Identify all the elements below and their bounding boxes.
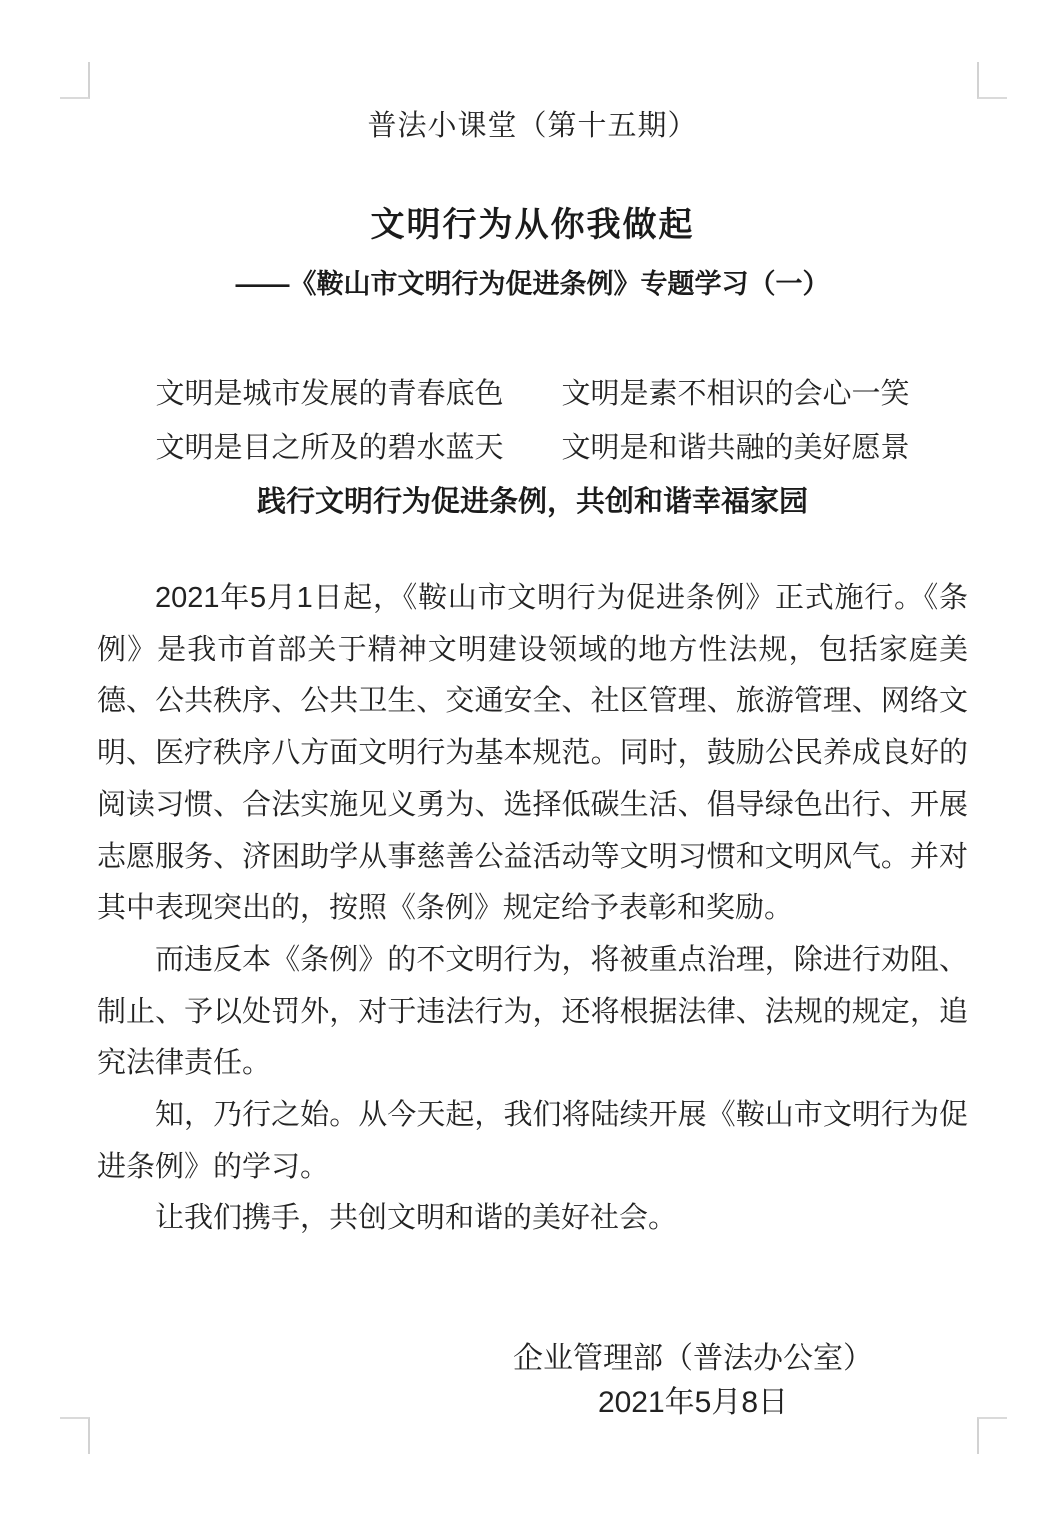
document-body — [97, 573, 968, 1245]
document-content — [0, 110, 1053, 1419]
doc-title: 文明行为从你我做起 — [370, 206, 695, 244]
signature-org: 企业管理部（普法办公室） — [513, 1342, 873, 1376]
signature-date: 2021年5月8日 — [597, 1386, 789, 1420]
epigraph-line-2: 文明是目之所及的碧水蓝天 文明是和谐共融的美好愿景 — [155, 432, 910, 464]
corner-mark-bottom-right-icon — [977, 1417, 1007, 1454]
corner-mark-bottom-left-icon — [60, 1417, 90, 1454]
paragraph-4: 让我们携手，共创文明和谐的美好社会。 — [155, 1202, 678, 1235]
paragraph-3: 知，乃行之始。从今天起，我们将陆续开展《鞍山市文明行为促进条例》的学习。 — [97, 1099, 968, 1183]
paragraph-2: 而违反本《条例》的不文明行为，将被重点治理，除进行劝阻、制止、予以处罚外，对于违法行为，还将根据法律、法规的规定，追究法律责任。 — [97, 943, 968, 1080]
paragraph-1: 2021年5月1日起，《鞍山市文明行为促进条例》正式施行。《条例》是我市首部关于精神文明建设领域的地方性法规，包括家庭美德、公共秩序、公共卫生、交通安全、社区管理、旅游管理、网络文明、医疗秩序八方面文明行为基本规范。同时，鼓励公民养成良好的阅读习惯、合法实施见义勇为、选择低碳生活、倡导绿色出行、开展志愿服务、济困助学从事慈善公益活动等文明习惯和文明风气。并对其中表现突出的，按照《条例》规定给予表彰和奖励。 — [97, 582, 968, 925]
epigraph-slogan: 践行文明行为促进条例，共创和谐幸福家园 — [256, 486, 808, 518]
epigraph-block — [97, 367, 968, 529]
doc-subtitle: ——《鞍山市文明行为促进条例》专题学习（一） — [235, 269, 830, 299]
signature-block — [513, 1331, 873, 1419]
doc-series-header: 普法小课堂（第十五期） — [367, 110, 698, 142]
corner-mark-top-left-icon — [60, 62, 90, 99]
epigraph-line-1: 文明是城市发展的青春底色 文明是素不相识的会心一笑 — [155, 378, 910, 410]
corner-mark-top-right-icon — [977, 62, 1007, 99]
